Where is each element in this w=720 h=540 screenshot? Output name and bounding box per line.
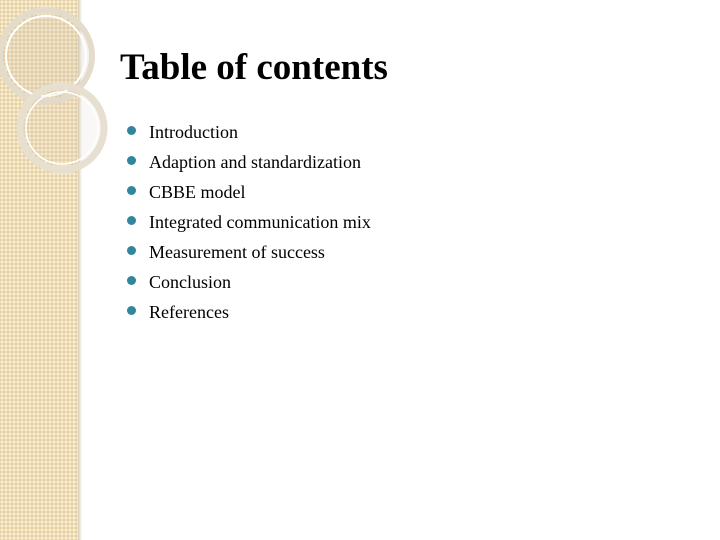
list-item-label: Conclusion (149, 271, 232, 292)
bullet-icon (127, 306, 136, 315)
list-item-label: Integrated communication mix (149, 211, 371, 232)
decorative-rings-icon (0, 0, 140, 200)
list-item-label: CBBE model (149, 181, 246, 202)
slide-title: Table of contents (120, 47, 388, 88)
list-item (127, 207, 371, 237)
bullet-icon (127, 216, 136, 225)
bullet-icon (127, 276, 136, 285)
list-item (127, 177, 371, 207)
ring-small (20, 86, 104, 170)
bullet-icon (127, 186, 136, 195)
list-item-label: Measurement of success (149, 241, 325, 262)
list-item (127, 117, 371, 147)
bullet-icon (127, 126, 136, 135)
bullet-icon (127, 156, 136, 165)
list-item (127, 147, 371, 177)
list-item (127, 297, 371, 327)
list-item (127, 267, 371, 297)
bullet-icon (127, 246, 136, 255)
list-item-label: Introduction (149, 121, 238, 142)
list-item (127, 237, 371, 267)
list-item-label: Adaption and standardization (149, 151, 361, 172)
list-item-label: References (149, 301, 229, 322)
table-of-contents-list (127, 117, 371, 327)
